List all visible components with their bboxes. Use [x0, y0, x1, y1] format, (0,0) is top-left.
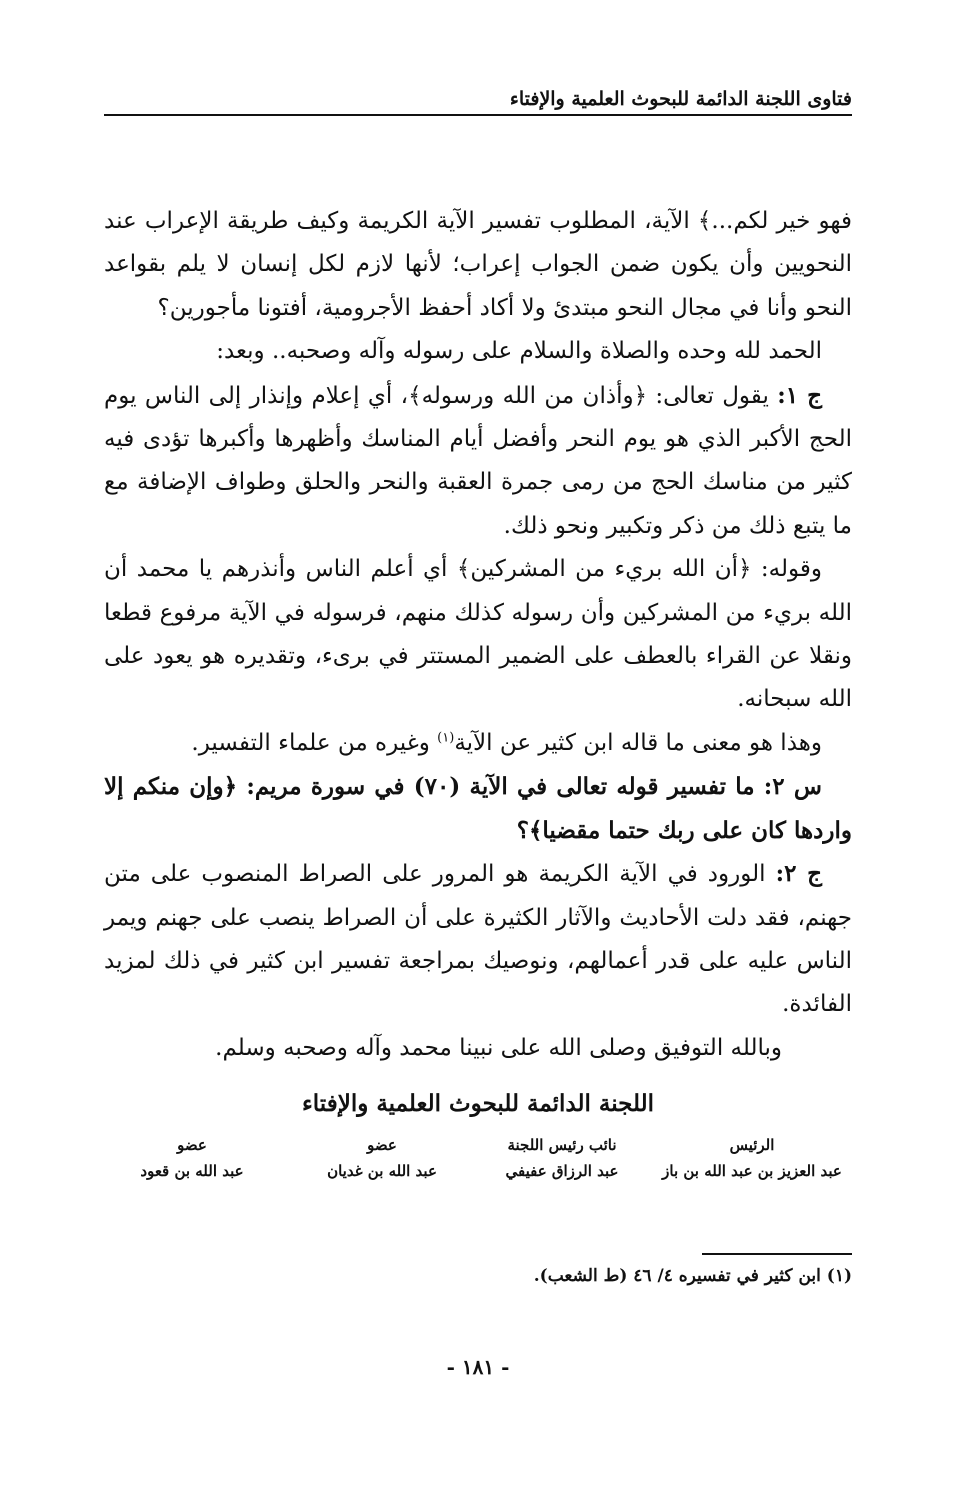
signature-name: عبد الله بن قعود [140, 1162, 244, 1180]
signature-name: عبد الله بن غديان [327, 1162, 437, 1180]
answer-2-paragraph [104, 852, 852, 1027]
answer-2-label: ج ٢: [775, 860, 822, 888]
signature-role: نائب رئيس اللجنة [507, 1136, 617, 1154]
answer-1-text: يقول تعالى: ﴿وأذان من الله ورسوله﴾، أي إعلام وإنذار إلى الناس يوم الحج الأكبر الذي هو يوم النحر وأفضل أيام المناسك وأظهرها وأكبرها تؤدى فيه كثير من مناسك الحج من رمى جمرة العقبة والنحر والحلق وطواف الإضافة مع ما يتبع ذلك من ذكر وتكبير ونحو ذلك. [104, 382, 852, 539]
page-body [104, 200, 852, 1070]
answer-1-paragraph-2: وقوله: ﴿أن الله بريء من المشركين﴾ أي أعلم الناس وأنذرهم يا محمد أن الله بريء من المشركين وأن رسوله كذلك منهم، فرسوله في الآية مرفوع قطعا ونقلا عن القراء بالعطف على الضمير المستتر في برىء، وتقديره هو يعود على الله سبحانه. [104, 556, 852, 713]
answer-2-text: الورود في الآية الكريمة هو المرور على الصراط المنصوب على متن جهنم، فقد دلت الأحاديث والآثار الكثيرة على أن الصراط ينصب على جهنم ويمر الناس عليه على قدر أعمالهم، ونوصيك بمراجعة تفسير ابن كثير في ذلك لمزيد الفائدة. [104, 861, 852, 1018]
page-number: - ١٨١ - [446, 1355, 510, 1379]
answer-1-paragraph [104, 374, 852, 549]
answer-1-p3-tail: وغيره من علماء التفسير. [191, 729, 438, 756]
praise-opening: الحمد لله وحده والصلاة والسلام على رسوله وآله وصحبه.. وبعد: [216, 338, 822, 365]
signature-vice-president [482, 1132, 642, 1184]
question-2-label: س ٢: [763, 773, 822, 801]
footnote-marker: (١) [437, 730, 455, 746]
signature-role: الرئيس [729, 1136, 775, 1154]
answer-1-p3-text: وهذا هو معنى ما قاله ابن كثير عن الآية [454, 729, 822, 756]
signature-role: عضو [367, 1136, 397, 1154]
signature-member-1 [312, 1132, 452, 1184]
running-header [104, 86, 852, 116]
question-2-paragraph [104, 765, 852, 852]
signature-member-2 [122, 1132, 262, 1184]
answer-1-label: ج ١: [777, 381, 822, 409]
closing-line: وبالله التوفيق وصلى الله على نبينا محمد وآله وصحبه وسلم. [215, 1034, 782, 1061]
signature-name: عبد الرزاق عفيفي [505, 1162, 619, 1180]
footnote: (١) ابن كثير في تفسيره ٤/ ٤٦ (ط الشعب). [533, 1266, 852, 1286]
footnote-divider [702, 1253, 852, 1255]
answer-1-paragraph-3 [104, 722, 852, 765]
question-2-text: ما تفسير قوله تعالى في الآية (٧٠) في سورة مريم: ﴿وإن منكم إلا واردها كان على ربك حتما مقضيا﴾؟ [104, 773, 852, 844]
question-continuation: فهو خير لكم...﴾ الآية، المطلوب تفسير الآية الكريمة وكيف طريقة الإعراب عند النحويين وأن يكون ضمن الجواب إعراب؛ لأنها لازم لكل إنسان لا يلم بقواعد النحو وأنا في مجال النحو مبتدئ ولا أكاد أحفظ الأجرومية، أفتونا مأجورين؟ [104, 208, 852, 321]
signature-role: عضو [177, 1136, 207, 1154]
running-header-title: فتاوى اللجنة الدائمة للبحوث العلمية والإفتاء [504, 86, 852, 112]
signature-president [652, 1132, 852, 1184]
committee-name: اللجنة الدائمة للبحوث العلمية والإفتاء [301, 1090, 655, 1117]
signature-name: عبد العزيز بن عبد الله بن باز [662, 1162, 842, 1180]
signatures-block [104, 1132, 852, 1192]
